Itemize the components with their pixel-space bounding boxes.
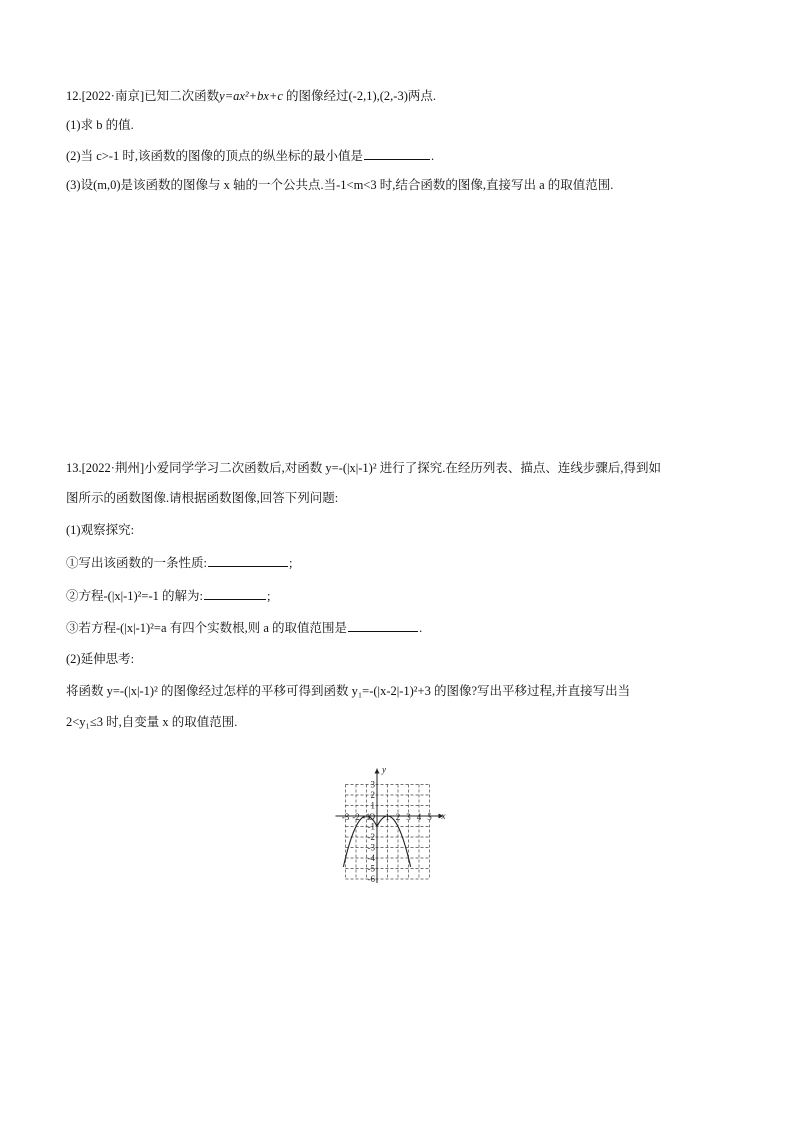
q12-part1: (1)求 b 的值. [66,118,134,132]
q12-part2-text: (2)当 c>-1 时,该函数的图像的顶点的纵坐标的最小值是 [66,149,363,163]
y-tick-label: 2 [370,790,375,800]
y-tick-label: -5 [367,863,375,874]
q12-source: [2022·南京] [81,89,145,103]
q13-item2-text: ②方程-(|x|-1)²=-1 的解为: [66,589,203,603]
q13-item1 [66,554,292,571]
x-tick-label: 4 [416,812,422,822]
x-tick-label: -3 [341,812,350,822]
x-tick-label: 3 [406,812,411,822]
q13-part1: (1)观察探究: [66,523,135,537]
q13-source: [2022·荆州] [81,461,145,475]
x-tick-label: -2 [352,812,360,822]
q13-item2-blank[interactable] [204,587,266,600]
q12-answer-blank[interactable] [364,147,430,160]
y-axis-arrow [375,769,380,774]
q13-item3 [66,619,422,636]
q12-stem [66,88,436,104]
q13-item3-blank[interactable] [348,619,418,632]
q13-stem-line2: 图所示的函数图像.请根据函数图像,回答下列问题: [66,491,339,505]
q13-part2: (2)延伸思考: [66,652,135,666]
q13-item1-end: ; [288,556,293,570]
function-graph [315,738,485,918]
q12-stem-a: 已知二次函数 [144,89,220,103]
q12-number: 12. [66,89,82,103]
x-tick-label: -1 [362,812,371,822]
q13-stem-text: 小爱同学学习二次函数后,对函数 y=-(|x|-1)² 进行了探究.在经历列表、描点、连线步骤后,得到如 [144,461,661,475]
q13-item1-text: ①写出该函数的一条性质: [66,556,207,570]
q13-stem-line1 [66,460,661,476]
y-tick-label: -1 [367,821,375,832]
q13-item1-blank[interactable] [208,554,288,567]
q12-part2-end: . [430,149,435,163]
q13-item2-end: ; [266,589,271,603]
q12-part3: (3)设(m,0)是该函数的图像与 x 轴的一个公共点.当-1<m<3 时,结合函数的图像,直接写出 a 的取值范围. [66,178,614,192]
y-axis-label: y [382,764,386,775]
q12-part2 [66,147,434,164]
y-tick-label: 3 [370,779,375,790]
q13-item3-end: . [419,621,423,635]
x-tick-label: 2 [395,812,401,822]
y-tick-label: -3 [367,842,375,853]
axes [336,769,444,884]
q12-function: y=ax²+bx+c [219,89,283,103]
y-tick-label: -6 [367,874,375,884]
q12-stem-b: 的图像经过(-2,1),(2,-3)两点. [286,89,436,103]
y-tick-label: 1 [370,800,375,811]
q13-extension-line1: 将函数 y=-(|x|-1)² 的图像经过怎样的平移可得到函数 y₁=-(|x-2|-1)²+3 的图像?写出平移过程,并直接写出当 [66,684,631,698]
y-tick-label: -4 [367,853,375,863]
y-tick-label: -2 [367,832,375,842]
q13-item2 [66,587,270,604]
x-axis-label: x [441,811,446,821]
q13-item3-text: ③若方程-(|x|-1)²=a 有四个实数根,则 a 的取值范围是 [66,621,348,635]
q13-number: 13. [66,461,82,475]
q13-extension-line2: 2<y₁≤3 时,自变量 x 的取值范围. [66,715,238,729]
grid [346,785,430,880]
x-tick-label: 1 [385,812,390,822]
x-tick-label: 5 [427,812,432,822]
origin-label: O [368,812,375,822]
